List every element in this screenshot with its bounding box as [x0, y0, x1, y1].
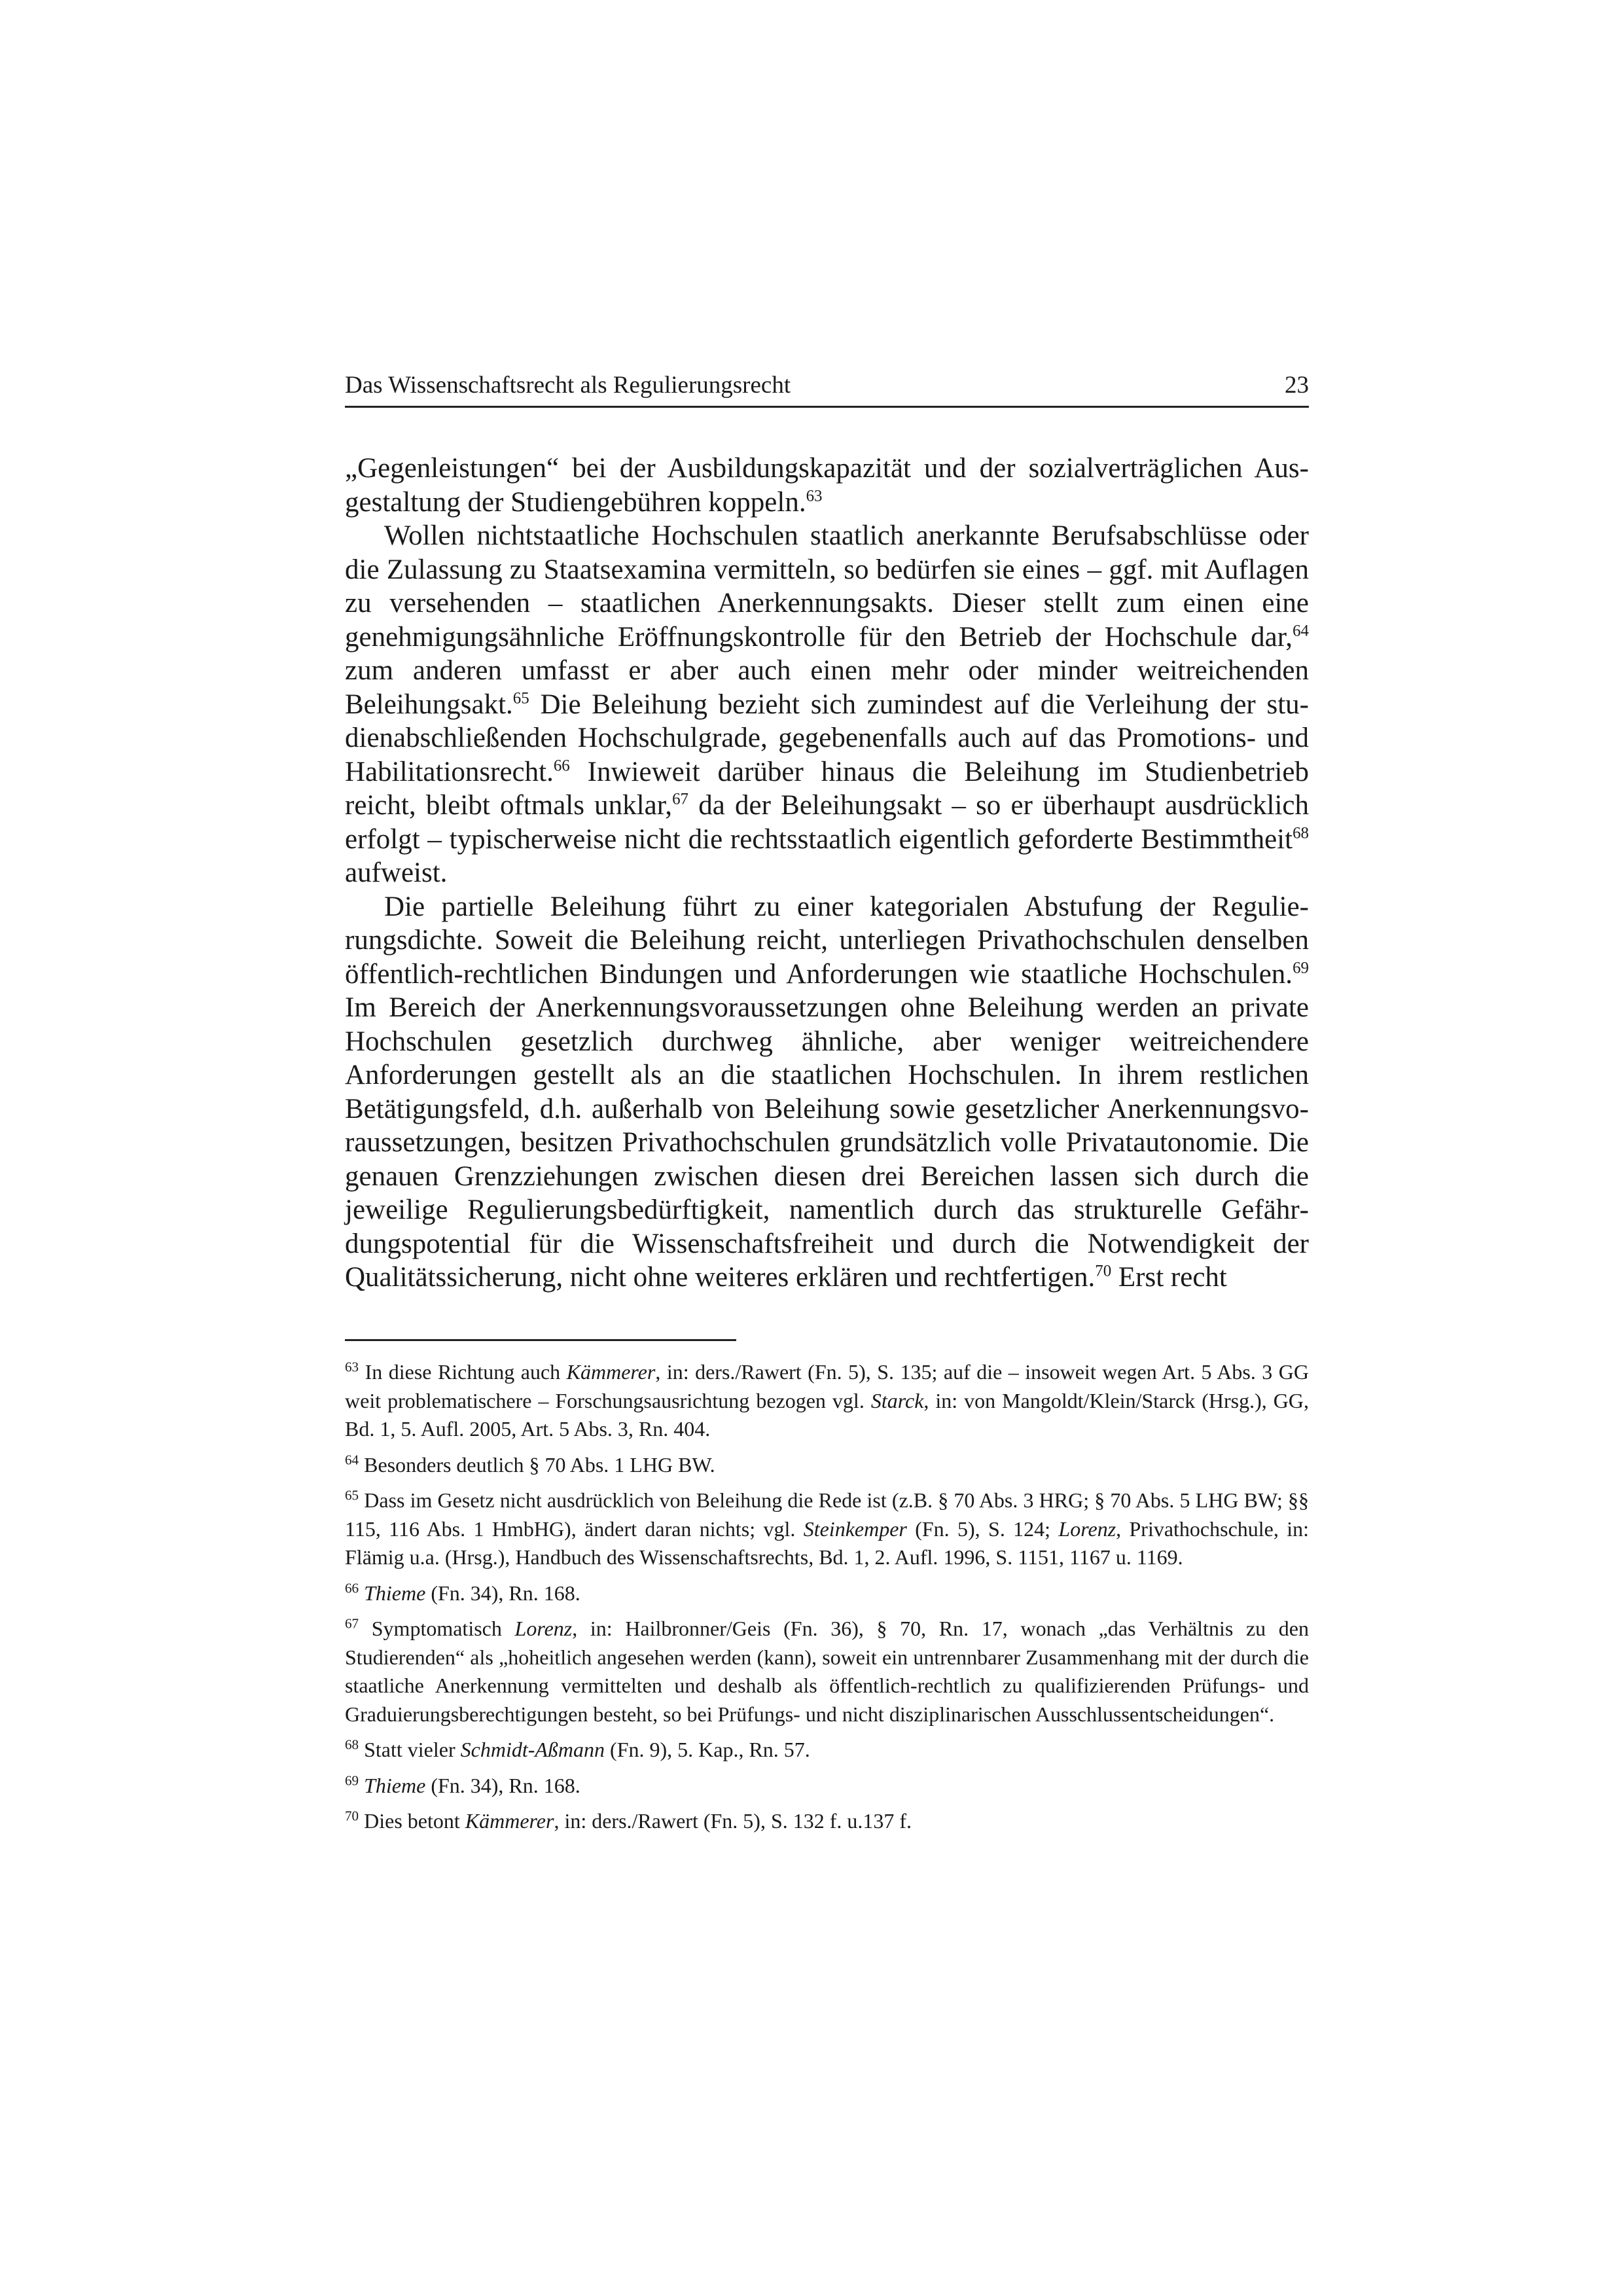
paragraph-text: Im Bereich der Anerkennungsvoraussetzungen ohne Beleihung werden an private Hochschulen gesetzlich durchweg ähnliche, aber weniger weitreichendere Anforderungen gestellt als an die staatlichen Hochschulen. In ihrem restlichen Betätigungsfeld, d.h. außerhalb von Beleihung sowie gesetzlicher Anerkennungsvoraussetzungen, besitzen Privathochschulen grundsätzlich volle Privatautonomie. Die genauen Grenzziehungen zwischen diesen drei Bereichen lassen sich durch die jeweilige Regulierungsbedürftigkeit, namentlich durch das strukturelle Gefährdungspotential für die Wissenschaftsfreiheit und durch die Notwendigkeit der Qualitätssicherung, nicht ohne weiteres erklären und rechtfertigen.	[345, 992, 1309, 1293]
footnote-text: Statt vieler	[359, 1738, 461, 1761]
footnote-text: In diese Richtung auch	[359, 1360, 567, 1384]
main-text	[345, 452, 1309, 1295]
footnote-number: 63	[345, 1359, 359, 1375]
footnote-ref-69[interactable]: 69	[1293, 959, 1309, 977]
author-name: Schmidt-Aßmann	[460, 1738, 605, 1761]
running-title: Das Wissenschaftsrecht als Regulierungsrecht	[345, 372, 791, 399]
footnote-text: Dies betont	[359, 1809, 465, 1833]
footnote-67	[345, 1615, 1309, 1729]
footnote-text: , in: Hailbronner/Geis (Fn. 36), § 70, Rn. 17, wonach „das Verhältnis zu den Studierenden“ als „hoheitlich angesehen werden (kann), soweit ein untrennbarer Zusammenhang mit der durch die staatliche Anerkennung vermittelten und deshalb als öffentlich-rechtlich zu qualifizierenden Prüfungs- und Graduierungsberechtigungen besteht, so bei Prüfungs- und nicht disziplinarischen Ausschlussentscheidungen“.	[345, 1617, 1310, 1726]
footnote-number: 69	[345, 1772, 359, 1788]
author-name: Thieme	[364, 1581, 426, 1605]
footnote-number: 66	[345, 1579, 359, 1596]
footnote-ref-67[interactable]: 67	[672, 790, 688, 808]
footnote-number: 67	[345, 1615, 359, 1632]
footnote-text: , Privathochschule, in: Flämig u.a. (Hrsg.), Handbuch des Wissenschaftsrechts, Bd. 1, 2. Aufl. 1996, S. 1151, 1167 u. 1169.	[345, 1516, 1310, 1569]
footnote-64	[345, 1451, 1309, 1480]
paragraph-text: Inwieweit darüber hinaus die Beleihung im Studienbetrieb reicht, bleibt oftmals unklar,	[345, 756, 1309, 821]
footnote-text: Dass im Gesetz nicht ausdrücklich von Beleihung die Rede ist (z.B. § 70 Abs. 3 HRG; § 70 Abs. 5 LHG BW; §§ 115, 116 Abs. 1 HmbHG), ändert daran nichts; vgl.	[345, 1488, 1309, 1541]
paragraph-text: Wollen nichtstaatliche Hochschulen staatlich anerkannte Berufsabschlüsse oder die Zulassung zu Staatsexamina vermitteln, so bedürfen sie eines – ggf. mit Auflagen zu versehenden – staatlichen Anerkennungsakts. Dieser stellt zum einen eine genehmigungsähnliche Eröffnungskontrolle für den Betrieb der Hochschule dar,	[345, 520, 1309, 653]
paragraph-text: Die Beleihung bezieht sich zumindest auf die Verleihung der studienabschließenden Hochschulgrade, gegebenenfalls auch auf das Promotions- und Habilitationsrecht.	[345, 689, 1309, 787]
footnote-divider	[345, 1339, 736, 1341]
paragraph-1	[345, 452, 1309, 519]
paragraph-text: aufweist.	[345, 857, 448, 888]
footnote-68	[345, 1736, 1309, 1765]
footnote-ref-63[interactable]: 63	[806, 487, 823, 505]
paragraph-text: da der Beleihungsakt – so er überhaupt ausdrücklich erfolgt – typischerweise nicht die rechtsstaatlich eigentlich geforderte Bestimmtheit	[345, 790, 1309, 855]
paragraph-text: Erst recht	[1111, 1262, 1227, 1293]
paragraph-3	[345, 890, 1309, 1295]
paragraph-text: zum anderen umfasst er aber auch einen mehr oder minder weitreichenden Beleihungsakt.	[345, 655, 1309, 720]
footnote-text: , in: von Mangoldt/Klein/Starck (Hrsg.), GG, Bd. 1, 5. Aufl. 2005, Art. 5 Abs. 3, Rn. 404.	[345, 1388, 1310, 1441]
author-name: Lorenz	[514, 1617, 573, 1640]
footnote-ref-70[interactable]: 70	[1095, 1262, 1112, 1280]
footnote-number: 70	[345, 1808, 359, 1824]
footnote-number: 64	[345, 1451, 359, 1467]
footnote-text: , in: ders./Rawert (Fn. 5), S. 135; auf die – insoweit wegen Art. 5 Abs. 3 GG weit problematischere – Forschungsausrichtung bezogen vgl.	[345, 1360, 1310, 1412]
running-header	[345, 368, 1309, 408]
author-name: Starck	[870, 1388, 924, 1412]
footnote-65	[345, 1486, 1309, 1572]
footnote-ref-68[interactable]: 68	[1293, 824, 1309, 842]
footnote-70	[345, 1807, 1309, 1836]
footnote-text: Symptomatisch	[359, 1617, 515, 1640]
footnotes	[345, 1358, 1309, 1843]
footnote-text: Besonders deutlich § 70 Abs. 1 LHG BW.	[359, 1452, 715, 1477]
footnote-ref-65[interactable]: 65	[512, 689, 529, 708]
footnote-66	[345, 1579, 1309, 1608]
footnote-number: 68	[345, 1736, 359, 1753]
footnote-ref-64[interactable]: 64	[1293, 622, 1309, 640]
footnote-ref-66[interactable]: 66	[553, 757, 570, 775]
author-name: Thieme	[364, 1773, 426, 1797]
footnote-text: (Fn. 9), 5. Kap., Rn. 57.	[605, 1738, 810, 1761]
paragraph-2	[345, 519, 1309, 890]
footnote-number: 65	[345, 1487, 359, 1503]
footnote-63	[345, 1358, 1309, 1444]
author-name: Steinkemper	[803, 1516, 907, 1541]
footnote-text: (Fn. 5), S. 124;	[906, 1516, 1059, 1541]
author-name: Kämmerer	[465, 1809, 554, 1833]
footnote-69	[345, 1772, 1309, 1801]
footnote-text: , in: ders./Rawert (Fn. 5), S. 132 f. u.137 f.	[554, 1809, 912, 1833]
author-name: Kämmerer	[566, 1360, 656, 1384]
paragraph-text: Die partielle Beleihung führt zu einer kategorialen Abstufung der Regulierungsdichte. Soweit die Beleihung reicht, unterliegen Privathochschulen denselben öffentlich-rechtlichen Bindungen und Anforderungen wie staatliche Hochschulen.	[345, 891, 1309, 990]
footnote-text: (Fn. 34), Rn. 168.	[425, 1581, 580, 1605]
footnote-text: (Fn. 34), Rn. 168.	[425, 1773, 580, 1797]
paragraph-text: „Gegenleistungen“ bei der Ausbildungskapazität und der sozialverträglichen Ausgestaltung der Studiengebühren koppeln.	[345, 453, 1309, 518]
page-number: 23	[1285, 372, 1309, 399]
author-name: Lorenz	[1058, 1516, 1116, 1541]
